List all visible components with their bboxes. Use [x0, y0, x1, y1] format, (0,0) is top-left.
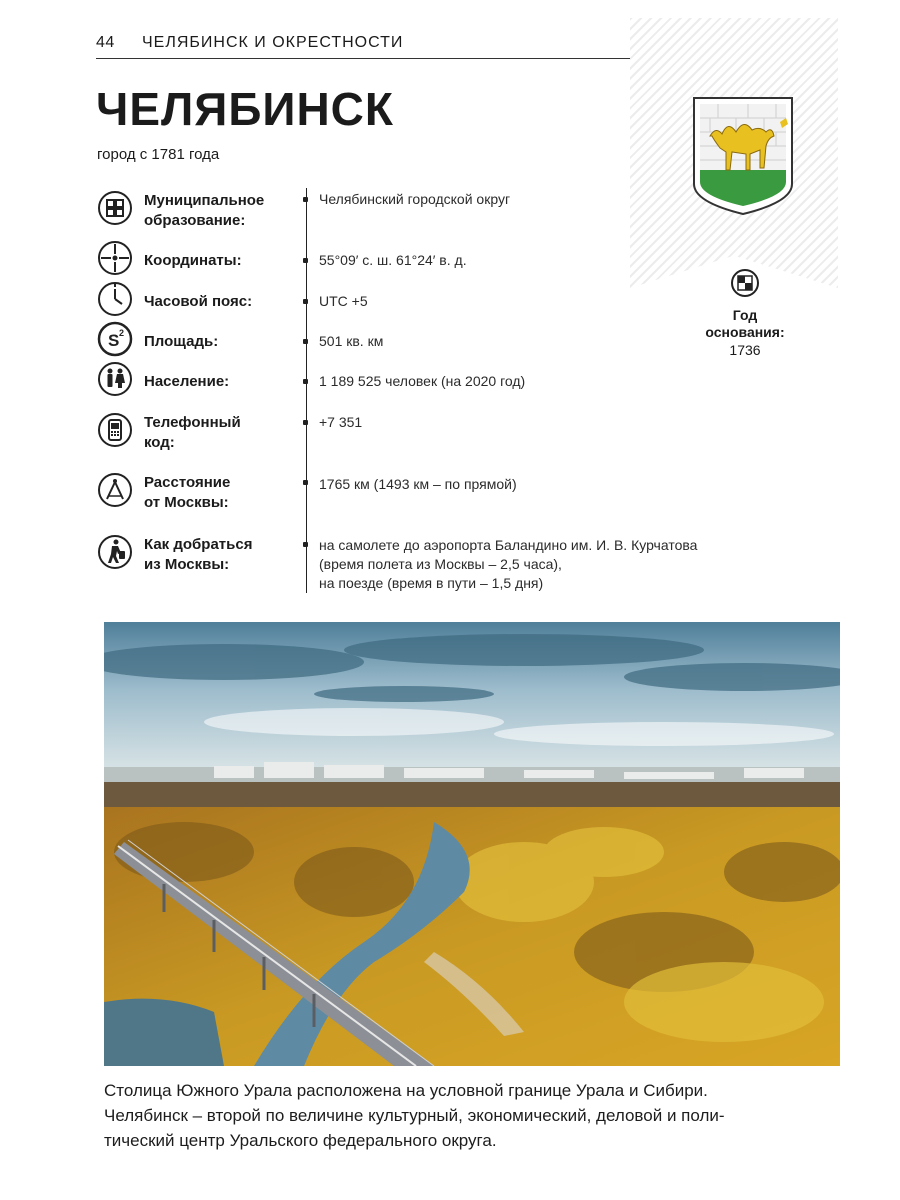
fact-value: 501 кв. км: [319, 333, 384, 349]
fact-bullet: [303, 542, 308, 547]
founded-year: 1736: [729, 342, 761, 358]
fact-label: Площадь:: [144, 333, 219, 350]
clock-icon: [97, 281, 133, 317]
fact-label: Как добраться: [144, 536, 253, 553]
caption-line: Челябинск – второй по величине культурный, экономический, деловой и поли-: [104, 1106, 725, 1125]
fact-value: UTC +5: [319, 293, 368, 309]
fact-label: из Москвы:: [144, 556, 230, 573]
fact-value: на самолете до аэропорта Баландино им. И. В. Курчатова: [319, 537, 698, 553]
fact-label: от Москвы:: [144, 494, 229, 511]
fact-bullet: [303, 379, 308, 384]
founded-block: [680, 268, 810, 358]
people-icon: [97, 361, 133, 397]
municipality-icon: [97, 190, 133, 226]
coat-of-arms-icon: [688, 92, 798, 218]
header-rule: [96, 58, 631, 59]
compass-icon: [97, 472, 133, 508]
fact-label: Муниципальное: [144, 192, 265, 209]
founded-icon: [730, 268, 760, 298]
fact-value: 1765 км (1493 км – по прямой): [319, 476, 517, 492]
svg-text:S: S: [108, 331, 120, 350]
fact-value: на поезде (время в пути – 1,5 дня): [319, 575, 544, 591]
fact-label: код:: [144, 434, 175, 451]
caption-line: Столица Южного Урала расположена на условной границе Урала и Сибири.: [104, 1081, 708, 1100]
founded-label-2: основания:: [705, 324, 785, 340]
fact-label: Часовой пояс:: [144, 293, 253, 310]
fact-label: Телефонный: [144, 414, 241, 431]
fact-bullet: [303, 197, 308, 202]
section-title: ЧЕЛЯБИНСК И ОКРЕСТНОСТИ: [142, 34, 404, 51]
facts-divider: [306, 188, 307, 593]
fact-value: 55°09′ с. ш. 61°24′ в. д.: [319, 252, 467, 268]
phone-icon: [97, 412, 133, 448]
city-photo: [104, 622, 840, 1066]
fact-value: 1 189 525 человек (на 2020 год): [319, 373, 526, 389]
photo-caption: [104, 1078, 864, 1153]
page-title: ЧЕЛЯБИНСК: [96, 83, 394, 135]
fact-label: образование:: [144, 212, 246, 229]
founded-label-1: Год: [732, 307, 758, 323]
traveler-icon: [97, 534, 133, 570]
svg-text:2: 2: [119, 328, 125, 338]
fact-label: Расстояние: [144, 474, 231, 491]
fact-value: +7 351: [319, 414, 363, 430]
fact-bullet: [303, 339, 308, 344]
fact-bullet: [303, 299, 308, 304]
caption-line: тический центр Уральского федерального округа.: [104, 1131, 497, 1150]
fact-bullet: [303, 420, 308, 425]
fact-label: Координаты:: [144, 252, 242, 269]
crosshair-icon: [97, 240, 133, 276]
running-header: [96, 30, 656, 60]
fact-label: Население:: [144, 373, 230, 390]
page-subtitle: город с 1781 года: [97, 146, 220, 163]
fact-bullet: [303, 258, 308, 263]
area-icon: [97, 321, 133, 357]
fact-value: (время полета из Москвы – 2,5 часа),: [319, 556, 562, 572]
page-number: 44: [96, 34, 115, 51]
fact-bullet: [303, 480, 308, 485]
fact-value: Челябинский городской округ: [319, 191, 511, 207]
